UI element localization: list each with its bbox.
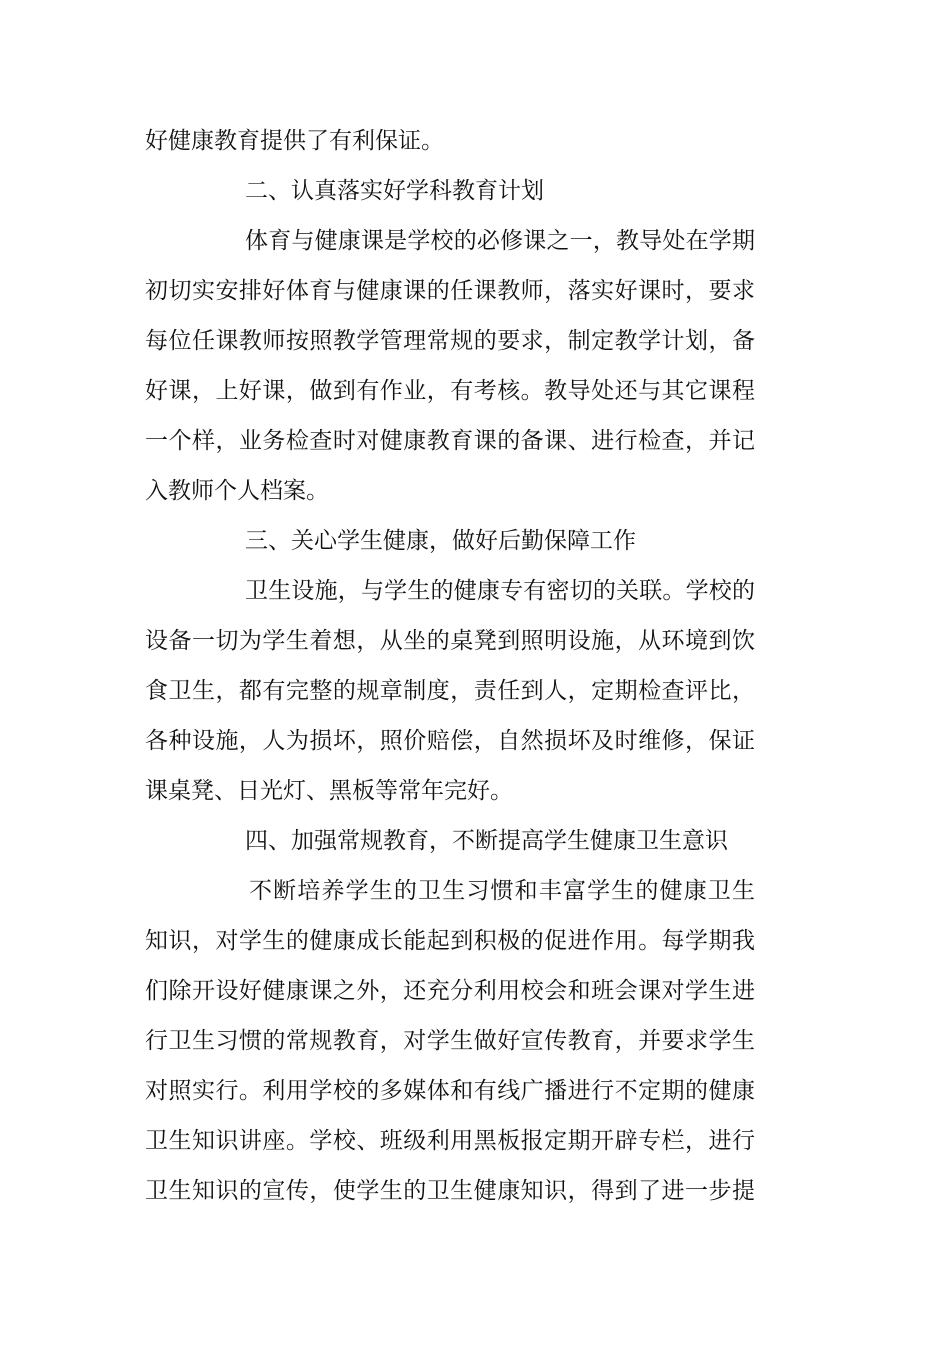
paragraph-line: 卫生知识的宣传，使学生的卫生健康知识，得到了进一步提 [145,1178,755,1204]
paragraph-line: 初切实安排好体育与健康课的任课教师，落实好课时，要求 [145,278,755,304]
paragraph-line: 一个样，业务检查时对健康教育课的备课、进行检查，并记 [145,428,755,454]
paragraph-line: 各种设施，人为损坏，照价赔偿，自然损坏及时维修，保证 [145,728,755,754]
paragraph-line: 卫生知识讲座。学校、班级利用黑板报定期开辟专栏，进行 [145,1128,755,1154]
paragraph-line: 体育与健康课是学校的必修课之一，教导处在学期 [245,228,755,254]
paragraph-line: 知识，对学生的健康成长能起到积极的促进作用。每学期我 [145,928,755,954]
paragraph-line: 不断培养学生的卫生习惯和丰富学生的健康卫生 [249,878,755,904]
paragraph-line: 好课，上好课，做到有作业，有考核。教导处还与其它课程 [145,378,755,404]
paragraph-line: 好健康教育提供了有利保证。 [145,128,444,154]
paragraph-line: 设备一切为学生着想，从坐的桌凳到照明设施，从环境到饮 [145,628,755,654]
document-body [145,116,755,1216]
paragraph-line: 入教师个人档案。 [145,478,329,504]
paragraph-line: 每位任课教师按照教学管理常规的要求，制定教学计划，备 [145,328,755,354]
paragraph-line: 们除开设好健康课之外，还充分利用校会和班会课对学生进 [145,978,755,1004]
section-heading: 三、关心学生健康，做好后勤保障工作 [245,528,636,554]
paragraph-line: 行卫生习惯的常规教育，对学生做好宣传教育，并要求学生 [145,1028,755,1054]
paragraph-line: 课桌凳、日光灯、黑板等常年完好。 [145,778,513,804]
paragraph-line: 卫生设施，与学生的健康专有密切的关联。学校的 [245,578,755,604]
section-heading: 二、认真落实好学科教育计划 [245,178,544,204]
section-heading: 四、加强常规教育，不断提高学生健康卫生意识 [245,828,728,854]
paragraph-line: 对照实行。利用学校的多媒体和有线广播进行不定期的健康 [145,1078,755,1104]
paragraph-line: 食卫生，都有完整的规章制度，责任到人，定期检查评比， [145,678,755,704]
